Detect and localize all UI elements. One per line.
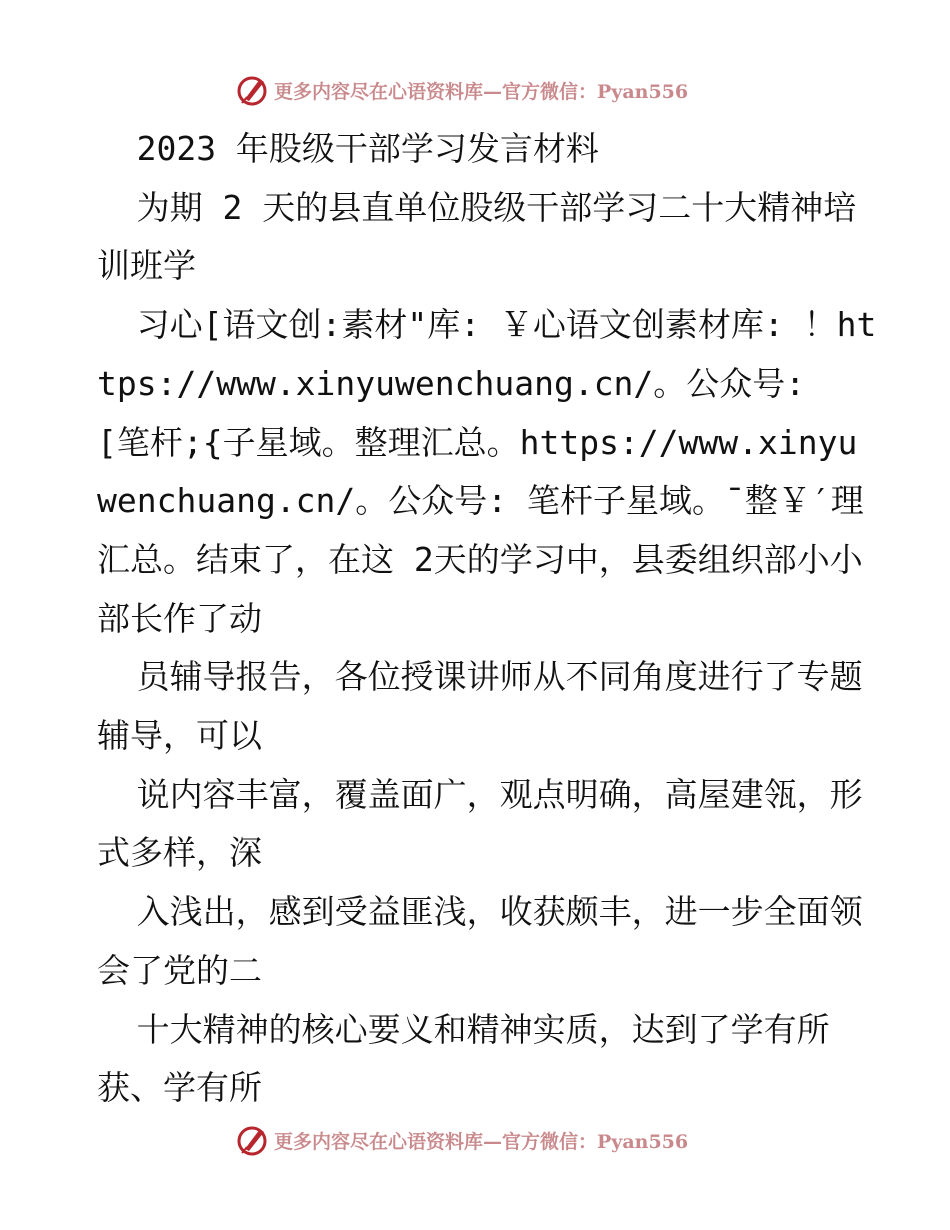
quill-seal-icon [236,1123,270,1157]
paragraph-line: 说内容丰富，覆盖面广，观点明确，高屋建瓴，形式多样，深 [97,774,863,873]
quill-seal-icon [236,73,270,107]
paragraph-line: 员辅导报告，各位授课讲师从不同角度进行了专题辅导，可以 [97,657,863,756]
paragraph-line: 习心[语文创:素材"库: ￥心语文创素材库: ！https://www.xinyuwenchuang.cn/。公众号: [笔杆;{子星域。整理汇总。https://www.xinyuwenchuang.cn/。公众号: 笔杆子星域。¯整￥′理汇总。结束了，在这 2天的学习中，县委组织部小小部长作了动 [97,305,877,638]
document-body [97,120,877,1118]
header-banner-text: 更多内容尽在心语资料库—官方微信：Pyan556 [274,80,689,103]
paragraph-line: 入浅出，感到受益匪浅，收获颇丰，进一步全面领会了党的二 [97,892,863,990]
document-title: 2023 年股级干部学习发言材料 [136,129,599,168]
footer-banner-text: 更多内容尽在心语资料库—官方微信：Pyan556 [274,1130,689,1153]
header-banner [236,70,716,110]
footer-banner [236,1120,716,1160]
paragraph-line: 为期 2 天的县直单位股级干部学习二十大精神培训班学 [97,187,857,286]
paragraph-line: 十大精神的核心要义和精神实质，达到了学有所获、学有所 [97,1009,830,1108]
